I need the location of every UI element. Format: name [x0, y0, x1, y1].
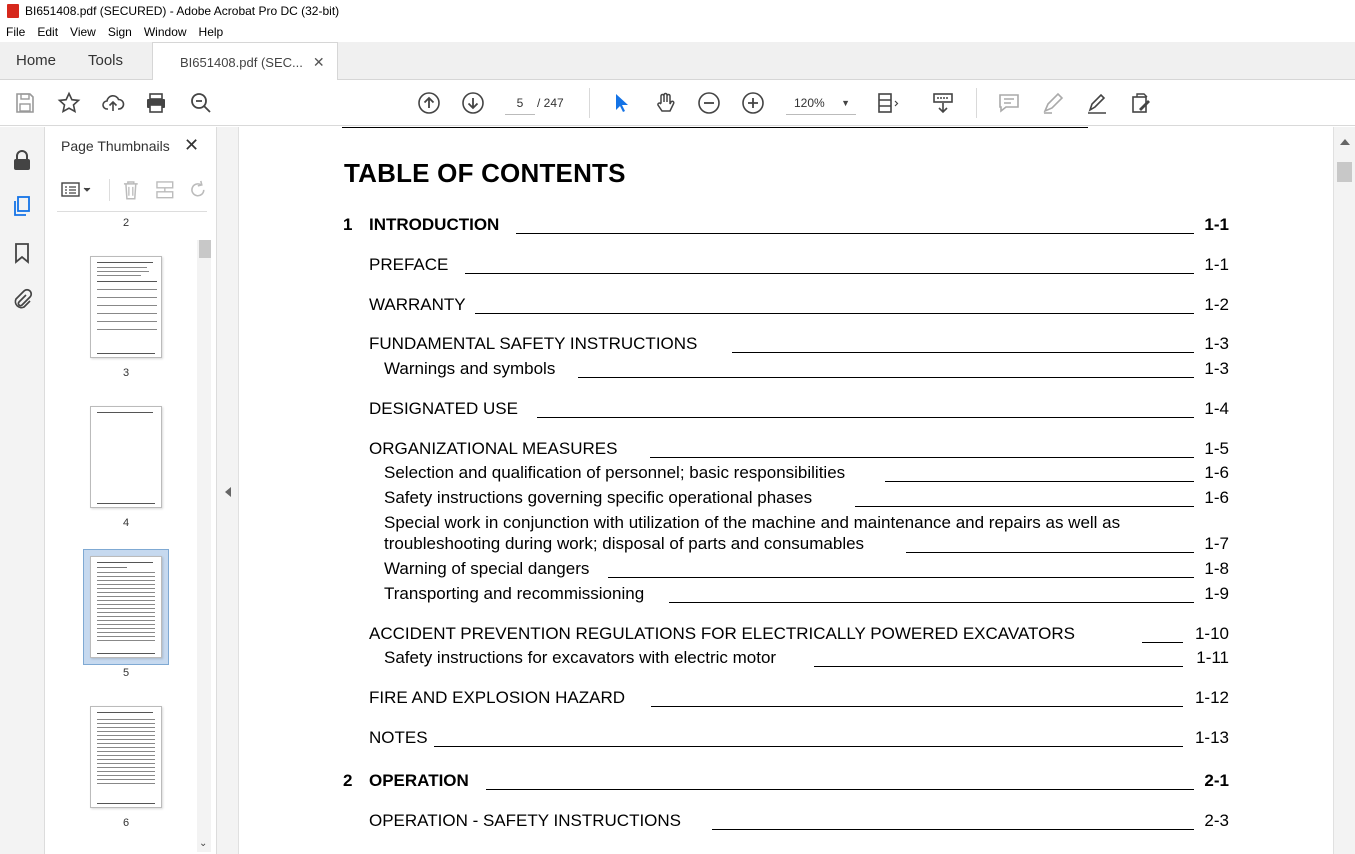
toc-entry[interactable]: FUNDAMENTAL SAFETY INSTRUCTIONS 1-3 [369, 334, 1229, 353]
next-page-icon[interactable] [461, 91, 485, 115]
page-top-rule [342, 127, 1088, 128]
thumbnail-label: 5 [122, 667, 130, 679]
tab-tools[interactable]: Tools [88, 52, 124, 69]
title-bar [0, 0, 1355, 22]
zoom-value: 120% [794, 96, 825, 110]
bookmark-star-icon[interactable] [57, 91, 81, 115]
chevron-down-icon[interactable]: ⌄ [199, 838, 208, 849]
toc-entry[interactable]: ACCIDENT PREVENTION REGULATIONS FOR ELECTRICALLY POWERED EXCAVATORS 1-10 [369, 624, 1229, 643]
toc-entry[interactable]: Safety instructions governing specific operational phases 1-6 [384, 488, 1229, 507]
toc-entry[interactable]: DESIGNATED USE 1-4 [369, 399, 1229, 418]
upload-cloud-icon[interactable] [101, 91, 125, 115]
menu-sign[interactable]: Sign [107, 25, 132, 39]
comment-icon[interactable] [997, 91, 1021, 115]
toc-entry[interactable]: 2 OPERATION 2-1 [343, 771, 1229, 790]
select-cursor-icon[interactable] [609, 91, 633, 115]
lock-icon[interactable] [11, 149, 33, 171]
menu-edit[interactable]: Edit [37, 25, 59, 39]
toc-entry[interactable]: Safety instructions for excavators with electric motor 1-11 [384, 648, 1229, 667]
menu-bar [0, 22, 1355, 42]
thumbnail-scroll-handle[interactable] [199, 240, 211, 258]
toc-entry[interactable]: Warnings and symbols 1-3 [384, 359, 1229, 378]
bookmark-icon[interactable] [11, 242, 33, 264]
collapse-arrow-icon [225, 487, 231, 497]
tab-bar [0, 42, 1355, 80]
hand-tool-icon[interactable] [653, 91, 677, 115]
toolbar-divider [589, 88, 590, 118]
insert-page-icon[interactable] [154, 179, 176, 201]
zoom-out-icon[interactable] [697, 91, 721, 115]
attachment-icon[interactable] [11, 288, 33, 310]
close-panel-icon[interactable]: ✕ [184, 135, 200, 155]
thumbnail-page-6[interactable] [90, 706, 162, 808]
toc-entry[interactable]: PREFACE 1-1 [369, 255, 1229, 274]
search-zoom-icon[interactable] [189, 91, 213, 115]
tab-document-label: BI651408.pdf (SEC... [180, 55, 303, 70]
scroll-up-icon[interactable] [1340, 139, 1350, 145]
page-total: / 247 [537, 96, 564, 110]
thumbnail-label: 4 [122, 517, 130, 529]
tab-home[interactable]: Home [16, 52, 57, 69]
panel-title: Page Thumbnails [61, 138, 170, 154]
toolbar [0, 80, 1355, 126]
close-tab-icon[interactable]: ✕ [312, 54, 325, 70]
menu-file[interactable]: File [6, 25, 26, 39]
thumbnail-label: 6 [122, 817, 130, 829]
toc-entry[interactable]: Transporting and recommissioning 1-9 [384, 584, 1229, 603]
document-scroll-handle[interactable] [1337, 162, 1352, 182]
toc-entry[interactable]: troubleshooting during work; disposal of parts and consumables 1-7 [384, 534, 1229, 553]
delete-page-icon[interactable] [120, 179, 142, 201]
page-number-input[interactable]: 5 [505, 91, 535, 115]
zoom-in-icon[interactable] [741, 91, 765, 115]
previous-page-icon[interactable] [417, 91, 441, 115]
scroll-mode-icon[interactable] [931, 91, 955, 115]
toc-entry[interactable]: OPERATION - SAFETY INSTRUCTIONS 2-3 [369, 811, 1229, 830]
save-icon[interactable] [13, 91, 37, 115]
menu-help[interactable]: Help [198, 25, 224, 39]
highlight-pen-icon[interactable] [1041, 91, 1065, 115]
pdf-app-icon [7, 4, 19, 18]
thumbnail-page-3[interactable] [90, 256, 162, 358]
toc-entry[interactable]: 1 INTRODUCTION 1-1 [343, 215, 1229, 234]
toc-entry[interactable]: NOTES 1-13 [369, 728, 1229, 747]
thumbnail-options [59, 177, 209, 203]
window-title: BI651408.pdf (SECURED) - Adobe Acrobat Pro DC (32-bit) [25, 4, 340, 18]
tab-document[interactable] [152, 42, 338, 81]
menu-window[interactable]: Window [143, 25, 187, 39]
toc-heading: TABLE OF CONTENTS [344, 158, 626, 188]
toc-entry[interactable]: FIRE AND EXPLOSION HAZARD 1-12 [369, 688, 1229, 707]
chevron-down-icon: ▼ [841, 98, 850, 108]
toc-entry[interactable]: Selection and qualification of personnel; basic responsibilities 1-6 [384, 463, 1229, 482]
options-menu-icon[interactable] [59, 179, 93, 201]
toc-entry[interactable]: Special work in conjunction with utilization of the machine and maintenance and repairs as well as [384, 513, 1121, 532]
thumbnail-page-4[interactable] [90, 406, 162, 508]
thumbnail-label: 2 [122, 217, 130, 229]
page-thumbnails-icon[interactable] [11, 195, 33, 217]
menu-view[interactable]: View [70, 25, 96, 39]
left-rail [0, 127, 45, 854]
rotate-page-icon[interactable] [187, 179, 209, 201]
page-layout-icon[interactable] [876, 91, 900, 115]
toc-entry[interactable]: Warning of special dangers 1-8 [384, 559, 1229, 578]
sign-pen-icon[interactable] [1085, 91, 1109, 115]
print-icon[interactable] [144, 91, 168, 115]
stamp-icon[interactable] [1129, 91, 1153, 115]
options-divider [109, 179, 110, 201]
thumbnail-scrollbar[interactable] [197, 240, 211, 852]
thumbnail-label: 3 [122, 367, 130, 379]
thumbnail-list [45, 212, 195, 854]
zoom-select[interactable] [786, 91, 856, 115]
toolbar-divider [976, 88, 977, 118]
thumbnail-page-5[interactable] [90, 556, 162, 658]
toc-entry[interactable]: ORGANIZATIONAL MEASURES 1-5 [369, 439, 1229, 458]
collapse-panel-handle[interactable] [217, 127, 239, 854]
document-scrollbar[interactable] [1333, 127, 1355, 854]
document-view[interactable] [239, 127, 1332, 854]
toc-entry[interactable]: WARRANTY 1-2 [369, 295, 1229, 314]
